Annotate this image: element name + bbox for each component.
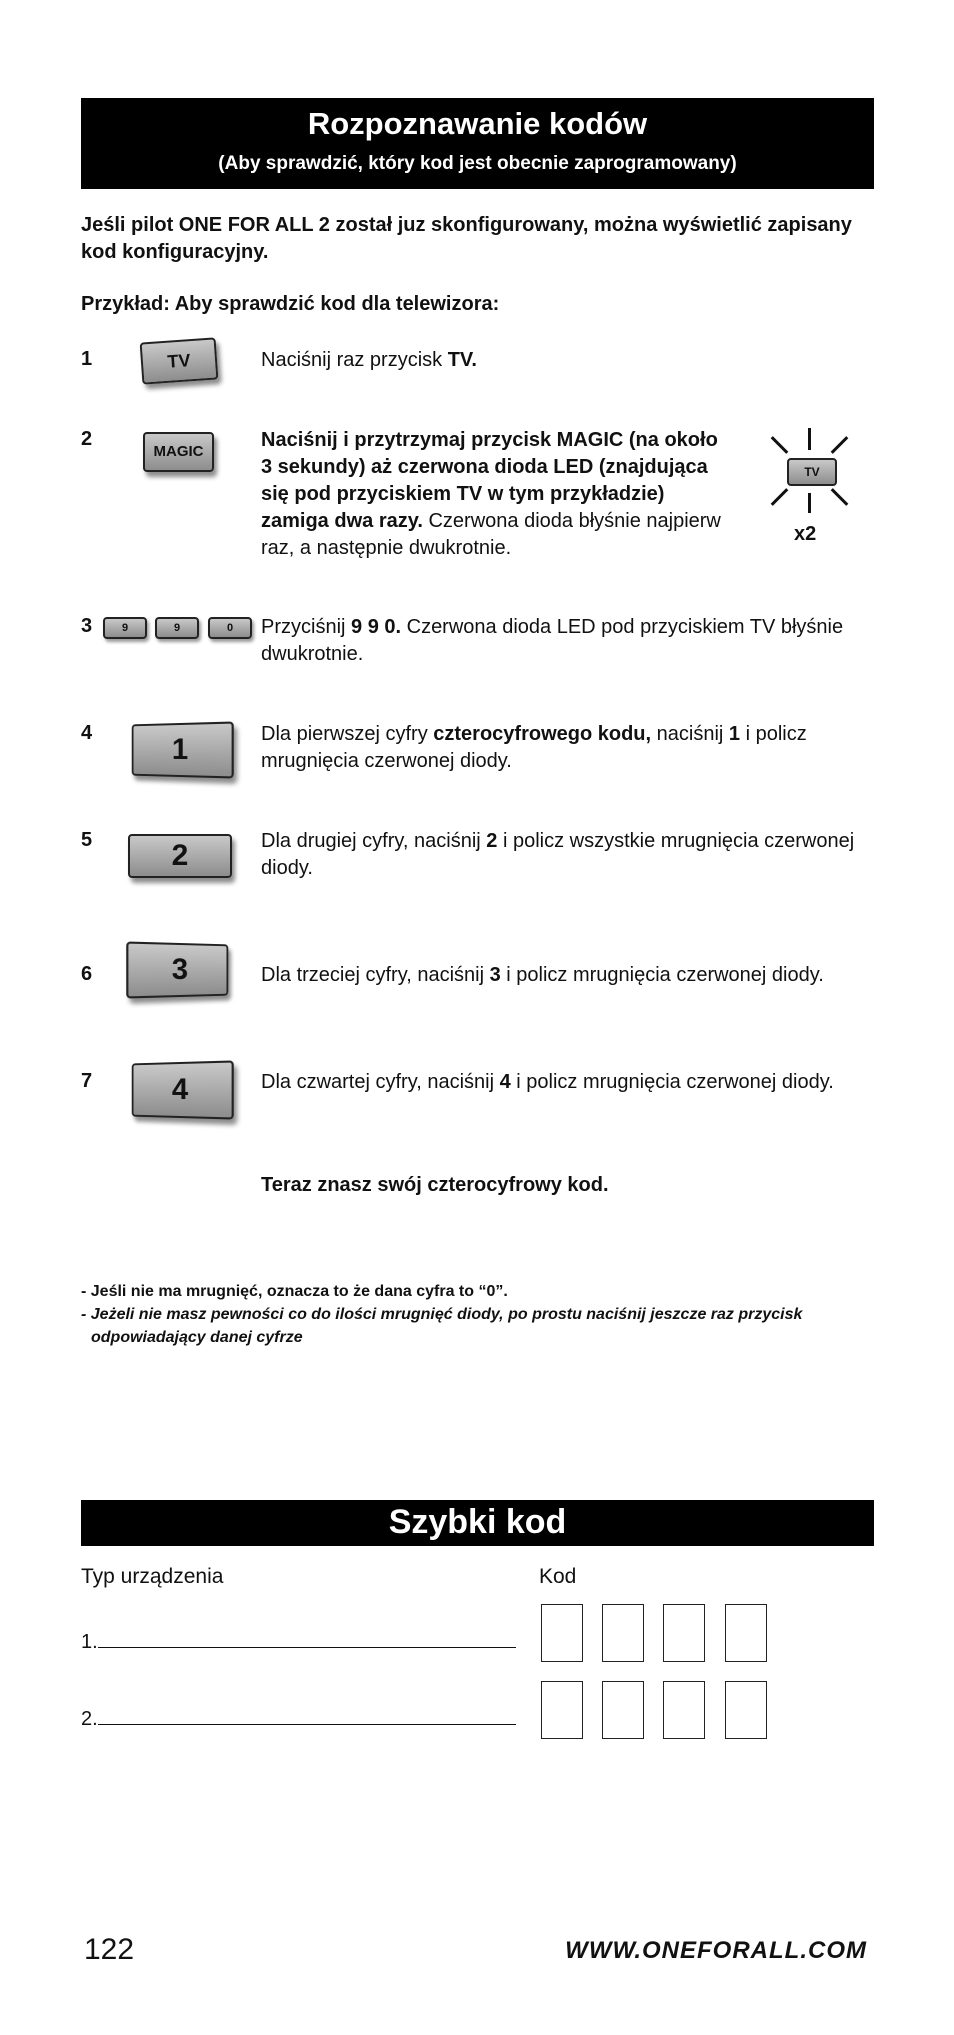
code-header: Kod	[539, 1565, 577, 1588]
nine-button-icon: 9	[103, 617, 147, 639]
step-number: 5	[81, 829, 93, 851]
three-button-icon: 3	[126, 941, 228, 998]
step-number: 7	[81, 1070, 93, 1092]
device-line-1[interactable]: 1.	[81, 1629, 516, 1654]
magic-button-icon: MAGIC	[143, 432, 214, 472]
website-url: WWW.ONEFORALL.COM	[565, 1937, 867, 1964]
code-digit-box[interactable]	[602, 1681, 644, 1739]
device-type-header: Typ urządzenia	[81, 1565, 224, 1588]
step-number: 1	[81, 348, 93, 370]
page-subtitle: (Aby sprawdzić, który kod jest obecnie zaprogramowany)	[218, 153, 737, 174]
intro-text: Jeśli pilot ONE FOR ALL 2 został juz skonfigurowany, można wyświetlić zapisany kod konfiguracyjny.	[81, 214, 852, 263]
quick-code-banner	[81, 1500, 874, 1546]
step-text: Dla pierwszej cyfry czterocyfrowego kodu, naciśnij 1 i policz mrugnięcia czerwonej diody.	[261, 723, 807, 772]
tv-button-icon: TV	[140, 337, 219, 384]
one-button-icon: 1	[132, 721, 234, 778]
step-number: 6	[81, 963, 93, 985]
step-text: Dla czwartej cyfry, naciśnij 4 i policz mrugnięcia czerwonej diody.	[261, 1071, 834, 1093]
step-number: 4	[81, 722, 93, 744]
nine-button-icon: 9	[155, 617, 199, 639]
page-number: 122	[84, 1933, 135, 1966]
note-item: - Jeżeli nie masz pewności co do ilości mrugnięć diody, po prostu naciśnij jeszcze raz przycisk	[81, 1306, 803, 1323]
final-note: Teraz znasz swój czterocyfrowy kod.	[261, 1174, 609, 1196]
code-digit-box[interactable]	[663, 1604, 705, 1662]
code-digit-box[interactable]	[541, 1604, 583, 1662]
notes	[81, 1280, 881, 1349]
blink-count: x2	[794, 523, 817, 545]
device-line-2[interactable]: 2.	[81, 1706, 516, 1731]
step-text: Dla trzeciej cyfry, naciśnij 3 i policz mrugnięcia czerwonej diody.	[261, 964, 824, 986]
two-button-icon: 2	[128, 834, 232, 878]
note-item: odpowiadający danej cyfrze	[91, 1329, 303, 1346]
step-text: Naciśnij raz przycisk TV.	[261, 349, 477, 371]
blink-tv-label: TV	[787, 458, 837, 486]
section-header-banner	[81, 98, 874, 189]
step-number: 2	[81, 428, 93, 450]
zero-button-icon: 0	[208, 617, 252, 639]
four-button-icon: 4	[132, 1060, 234, 1119]
code-digit-box[interactable]	[725, 1681, 767, 1739]
step-text: Dla drugiej cyfry, naciśnij 2 i policz wszystkie mrugnięcia czerwonej diody.	[261, 830, 855, 879]
blinking-tv-button-icon	[764, 428, 854, 548]
section-title: Szybki kod	[388, 1503, 567, 1541]
note-item: - Jeśli nie ma mrugnięć, oznacza to że dana cyfra to “0”.	[81, 1283, 508, 1300]
code-digit-box[interactable]	[725, 1604, 767, 1662]
code-digit-box[interactable]	[602, 1604, 644, 1662]
step-text: Przyciśnij 9 9 0. Czerwona dioda LED pod przyciskiem TV błyśnie dwukrotnie.	[261, 616, 844, 665]
page-title: Rozpoznawanie kodów	[307, 106, 648, 141]
code-digit-box[interactable]	[663, 1681, 705, 1739]
step-text: Naciśnij i przytrzymaj przycisk MAGIC (na około 3 sekundy) aż czerwona dioda LED (znajdująca się pod przyciskiem TV w tym przykładzie) zamiga dwa razy. Czerwona dioda błyśnie najpierw raz, a następnie dwukrotnie.	[261, 429, 721, 559]
code-digit-box[interactable]	[541, 1681, 583, 1739]
step-number: 3	[81, 615, 93, 637]
example-heading: Przykład: Aby sprawdzić kod dla telewizora:	[81, 293, 500, 315]
